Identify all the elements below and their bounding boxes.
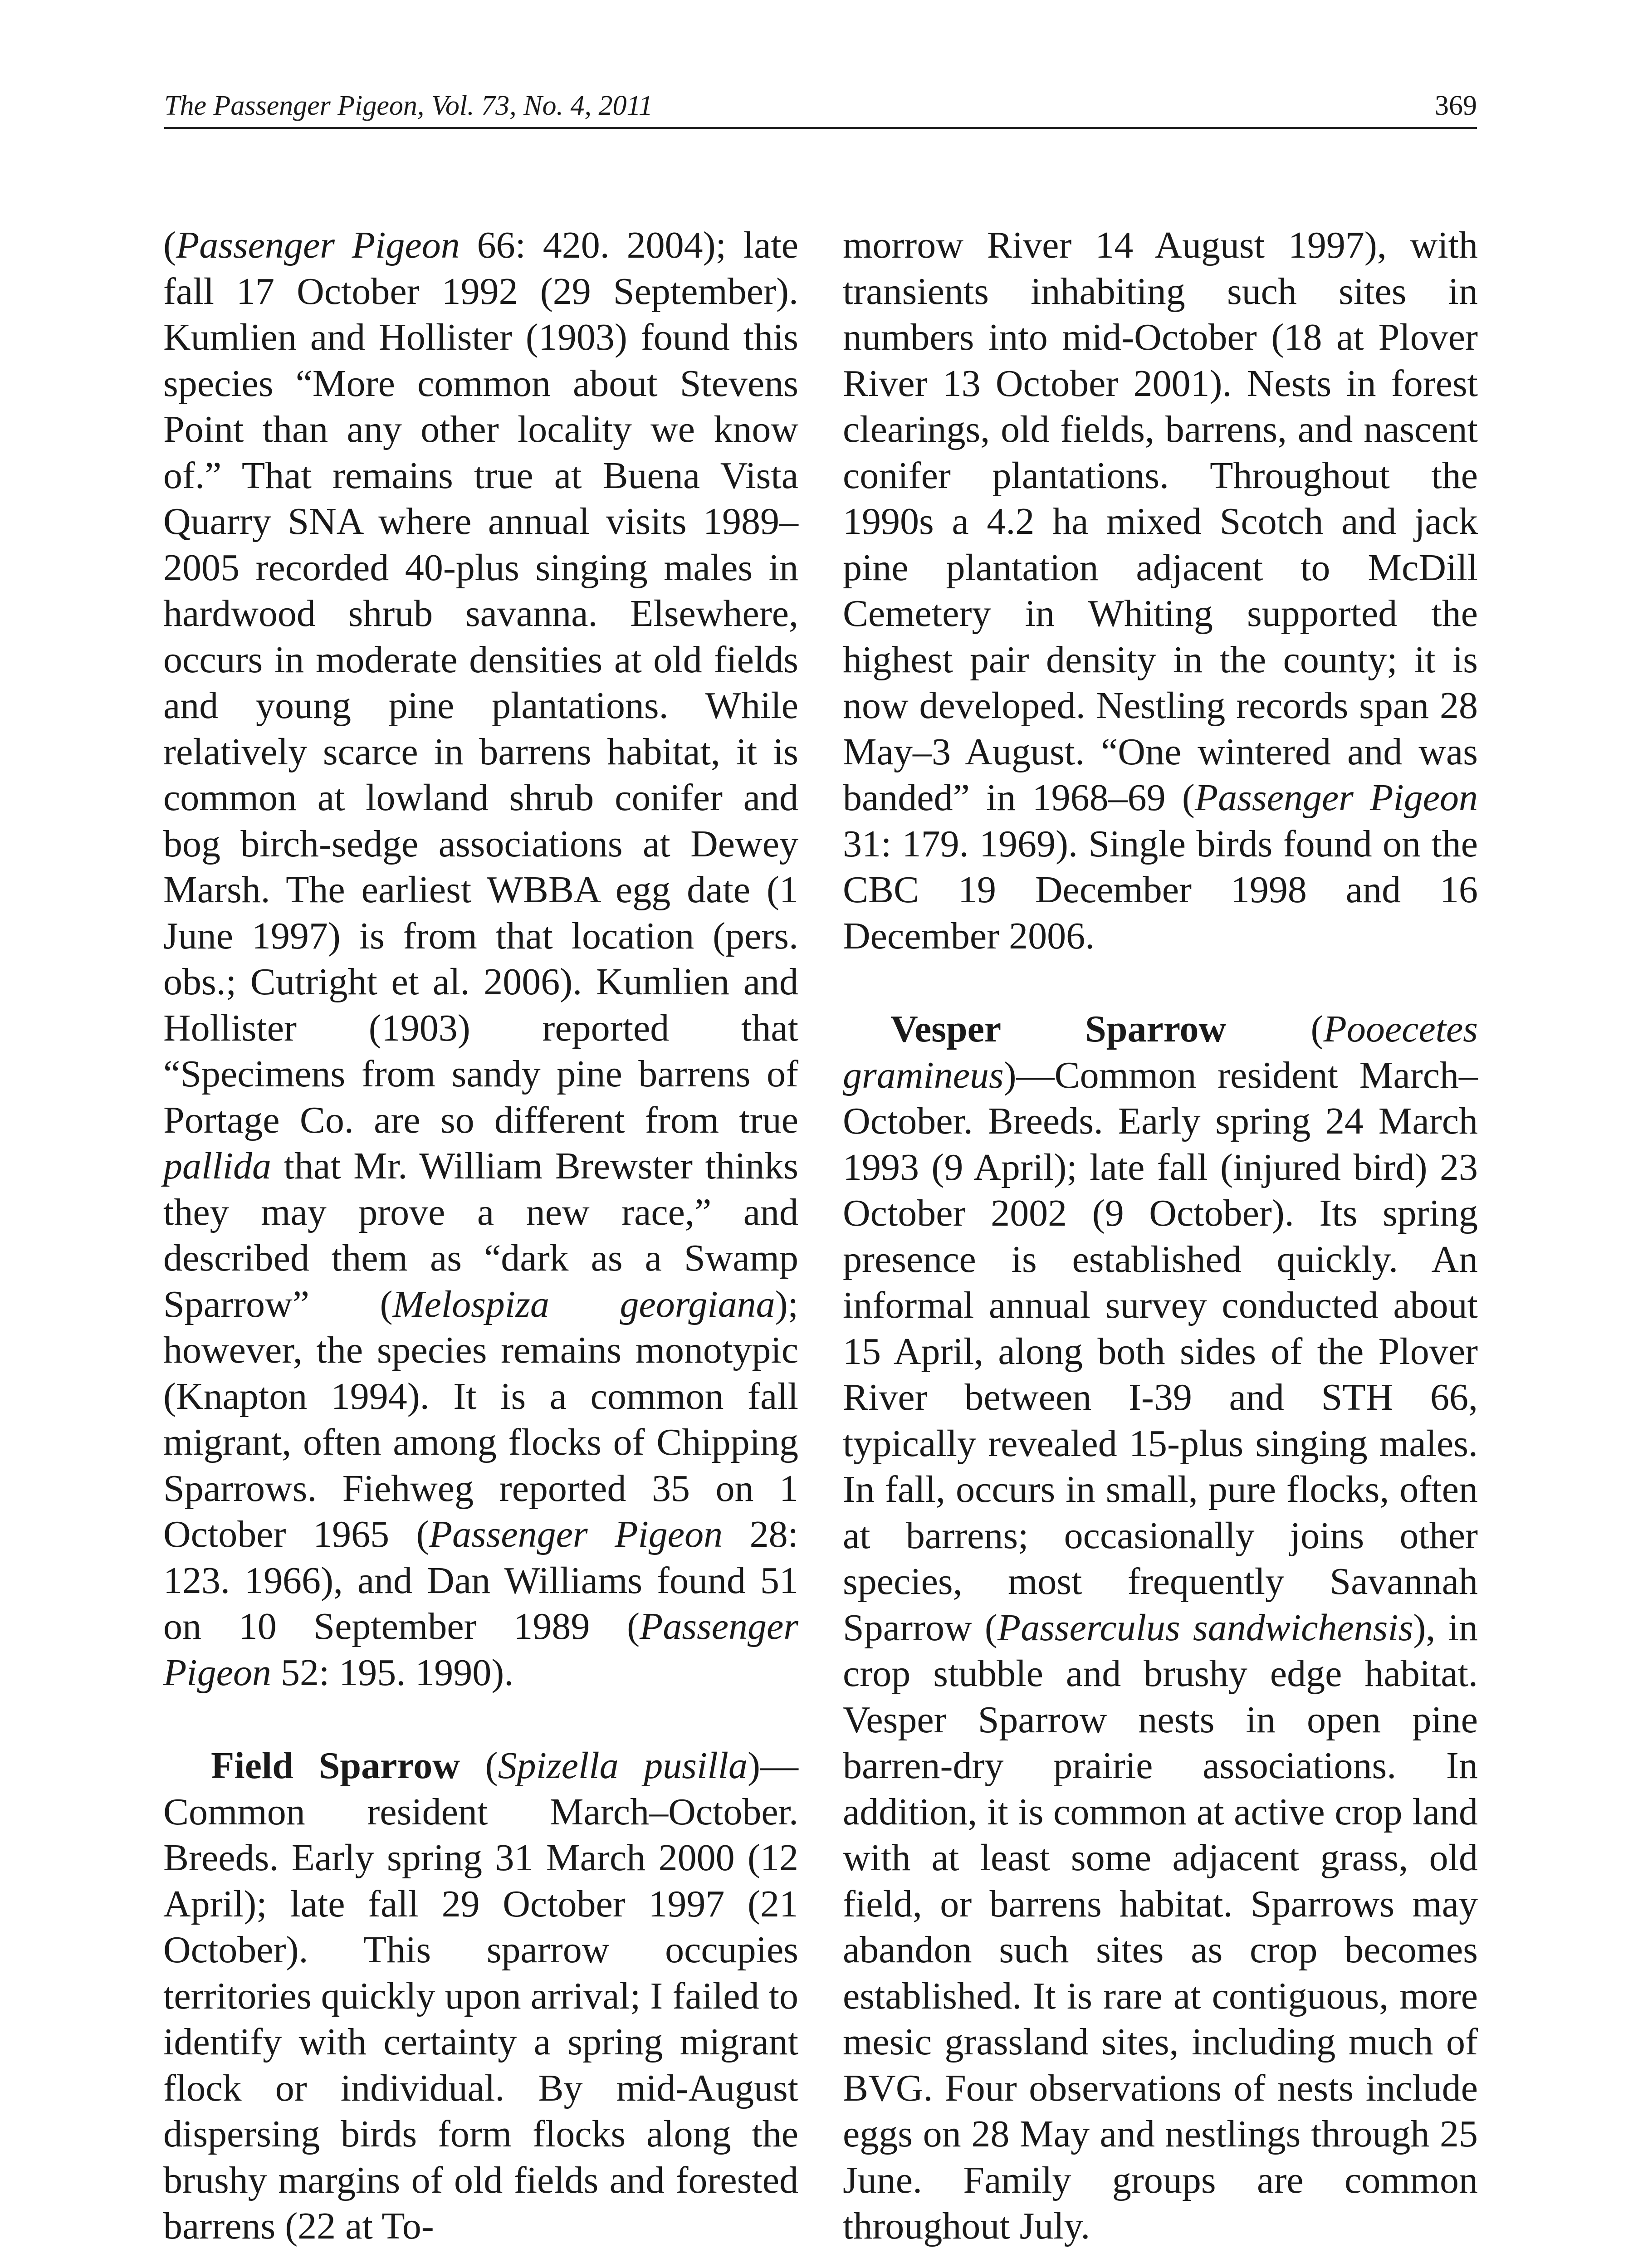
species-name: Field Sparrow bbox=[211, 1745, 460, 1787]
page-number: 369 bbox=[1435, 90, 1477, 121]
field-sparrow-account bbox=[163, 1743, 798, 2249]
text-run: ), in crop stubble and brushy edge habitat. Vesper Sparrow nests in open pine barren-dry prairie associations. In addition, it is common at active crop land with at least some adjacent grass, old field, or barrens habitat. Sparrows may abandon such sites as crop becomes established. It is rare at contiguous, more mesic grassland sites, including much of BVG. Four observations of nests include eggs on 28 May and nestlings through 25 June. Family groups are common throughout July. bbox=[843, 1606, 1478, 2247]
text-run: ); however, the species remains monotypic (Knapton 1994). It is a common fall migrant, often among flocks of Chipping Sparrows. Fiehweg reported 35 on 1 October 1965 ( bbox=[163, 1283, 798, 1555]
field-sparrow-continuation bbox=[843, 222, 1478, 959]
text-run: 66: 420. 2004); late fall 17 October 1992 (29 September). Kumlien and Hollister (1903) found this species “More common about Stevens Point than any other locality we know of.” That remains true at Buena Vista Quarry SNA where annual visits 1989–2005 recorded 40-plus singing males in hardwood shrub savanna. Elsewhere, occurs in moderate densities at old fields and young pine plantations. While relatively scarce in barrens habitat, it is common at lowland shrub conifer and bog birch-sedge associations at Dewey Marsh. The earliest WBBA egg date (1 June 1997) is from that location (pers. obs.; Cutright et al. 2006). Kumlien and Hollister (1903) reported that “Specimens from sandy pine barrens of Portage Co. are so different from true bbox=[163, 224, 798, 1141]
journal-citation: Passenger Pigeon bbox=[163, 1605, 798, 1694]
savannah-sparrow-continuation bbox=[163, 222, 798, 1696]
scientific-name: Passerculus sandwichensis bbox=[997, 1606, 1413, 1649]
left-column bbox=[163, 222, 798, 2249]
text-run: that Mr. William Brewster thinks they may prove a new race,” and described them as “dark as a Swamp Sparrow” ( bbox=[163, 1145, 798, 1325]
right-column bbox=[843, 222, 1478, 2249]
subspecies-name: pallida bbox=[163, 1145, 272, 1187]
species-name: Vesper Sparrow bbox=[890, 1008, 1227, 1050]
text-run: 31: 179. 1969). Single birds found on the CBC 19 December 1998 and 16 December 2006. bbox=[843, 822, 1478, 957]
journal-citation: Passenger Pigeon bbox=[176, 224, 460, 266]
scientific-name: Pooecetes gramineus bbox=[843, 1008, 1478, 1096]
journal-citation: Passenger Pigeon bbox=[429, 1513, 723, 1555]
text-run: 28: 123. 1966), and Dan Williams found 51 on 10 September 1989 ( bbox=[163, 1513, 798, 1647]
text-run: morrow River 14 August 1997), with transients inhabiting such sites in numbers into mid-October (18 at Plover River 13 October 2001). Nests in forest clearings, old fields, barrens, and nascent conifer plantations. Throughout the 1990s a 4.2 ha mixed Scotch and jack pine plantation adjacent to McDill Cemetery in Whiting supported the highest pair density in the county; it is now developed. Nestling records span 28 May–3 August. “One wintered and was banded” in 1968–69 ( bbox=[843, 224, 1478, 819]
text-run: )—Common resident March–October. Breeds. Early spring 24 March 1993 (9 April); late fall (injured bird) 23 October 2002 (9 October). Its spring presence is established quickly. An informal annual survey conducted about 15 April, along both sides of the Plover River between I-39 and STH 66, typically revealed 15-plus singing males. In fall, occurs in small, pure flocks, often at barrens; occasionally joins other species, most frequently Savannah Sparrow ( bbox=[843, 1054, 1478, 1649]
text-run: 52: 195. 1990). bbox=[271, 1651, 514, 1694]
text-run: ( bbox=[1226, 1008, 1324, 1050]
running-head bbox=[164, 86, 1477, 129]
scientific-name: Spizella pusilla bbox=[498, 1745, 748, 1787]
text-run: ( bbox=[163, 224, 176, 266]
vesper-sparrow-account bbox=[843, 1006, 1478, 2249]
text-run: )—Common resident March–October. Breeds. Early spring 31 March 2000 (12 April); late fall 29 October 1997 (21 October). This sparrow occupies territories quickly upon arrival; I failed to identify with certainty a spring migrant flock or individual. By mid-August dispersing birds form flocks along the brushy margins of old fields and forested barrens (22 at To- bbox=[163, 1745, 798, 2247]
scientific-name: Melospiza georgiana bbox=[392, 1283, 775, 1325]
journal-title: The Passenger Pigeon, Vol. 73, No. 4, 2011 bbox=[164, 90, 653, 121]
text-run: ( bbox=[460, 1745, 498, 1787]
journal-citation: Passenger Pigeon bbox=[1194, 777, 1478, 819]
